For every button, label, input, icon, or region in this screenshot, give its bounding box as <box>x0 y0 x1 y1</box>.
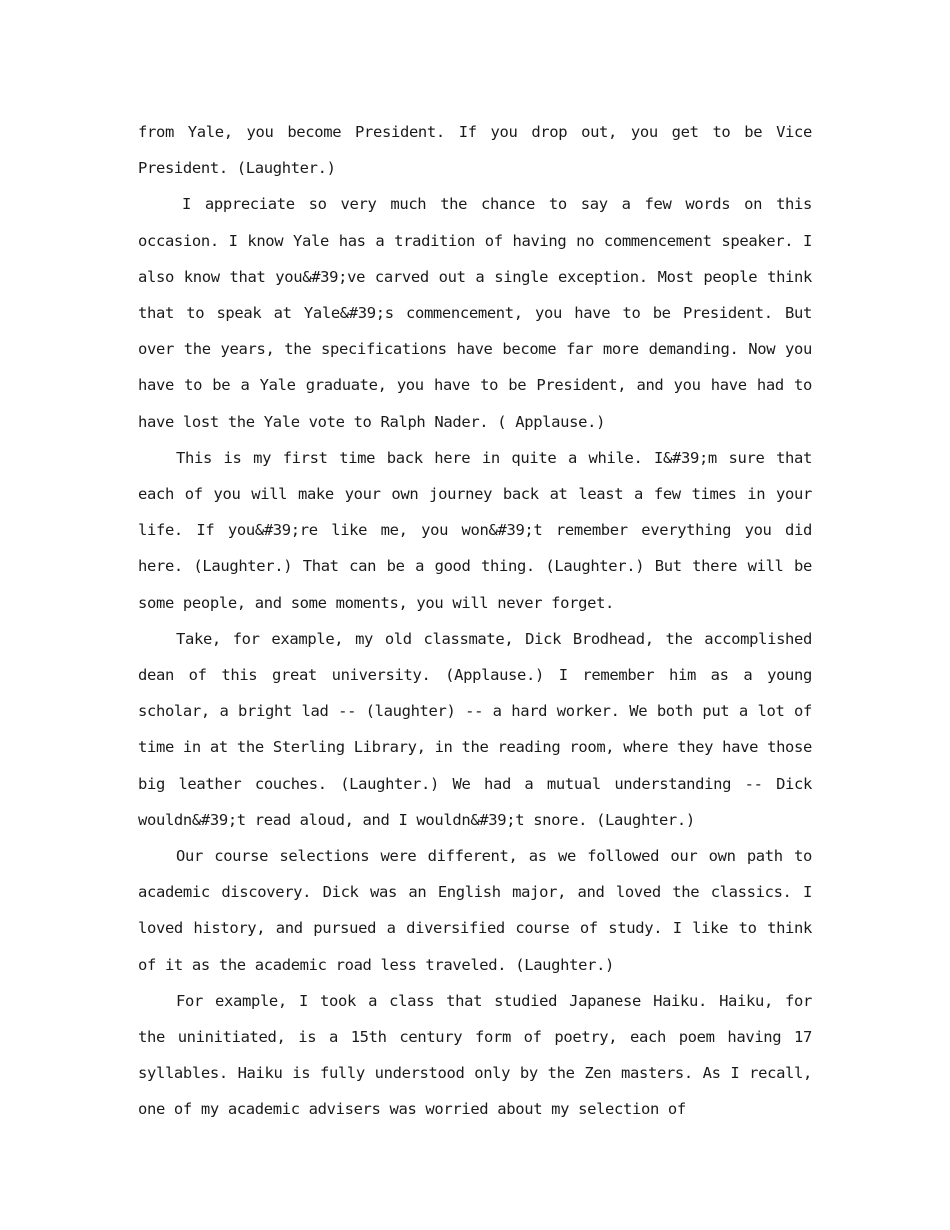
paragraph-3: This is my first time back here in quite a while. I&#39;m sure that each of you will make your own journey back at least a few times in your life. If you&#39;re like me, you won&#39;t remember everything you did here. (Laughter.) That can be a good thing. (Laughter.) But there will be some people, and some moments, you will never forget. <box>138 448 812 612</box>
paragraph-5: Our course selections were different, as we followed our own path to academic discovery. Dick was an English major, and loved the classics. I loved history, and pursued a diversified course of study. I like to think of it as the academic road less traveled. (Laughter.) <box>138 847 812 974</box>
paragraph-4: Take, for example, my old classmate, Dick Brodhead, the accomplished dean of this great university. (Applause.) I remember him as a young scholar, a bright lad -- (laughter) -- a hard worker. We both put a lot of time in at the Sterling Library, in the reading room, where they have those big leather couches. (Laughter.) We had a mutual understanding -- Dick wouldn&#39;t read aloud, and I wouldn&#39;t snore. (Laughter.) <box>138 629 812 829</box>
document-page <box>138 114 812 1128</box>
paragraph-6: For example, I took a class that studied Japanese Haiku. Haiku, for the uninitiated, is a 15th century form of poetry, each poem having 17 syllables. Haiku is fully understood only by the Zen masters. As I recall, one of my academic advisers was worried about my selection of <box>138 991 812 1119</box>
paragraph-2: I appreciate so very much the chance to say a few words on this occasion. I know Yale has a tradition of having no commencement speaker. I also know that you&#39;ve carved out a single exception. Most people think that to speak at Yale&#39;s commencement, you have to be President. But over the years, the specifications have become far more demanding. Now you have to be a Yale graduate, you have to be President, and you have had to have lost the Yale vote to Ralph Nader. ( Applause.) <box>138 195 812 431</box>
paragraph-1: from Yale, you become President. If you drop out, you get to be Vice President. (Laughter.) <box>138 123 812 178</box>
